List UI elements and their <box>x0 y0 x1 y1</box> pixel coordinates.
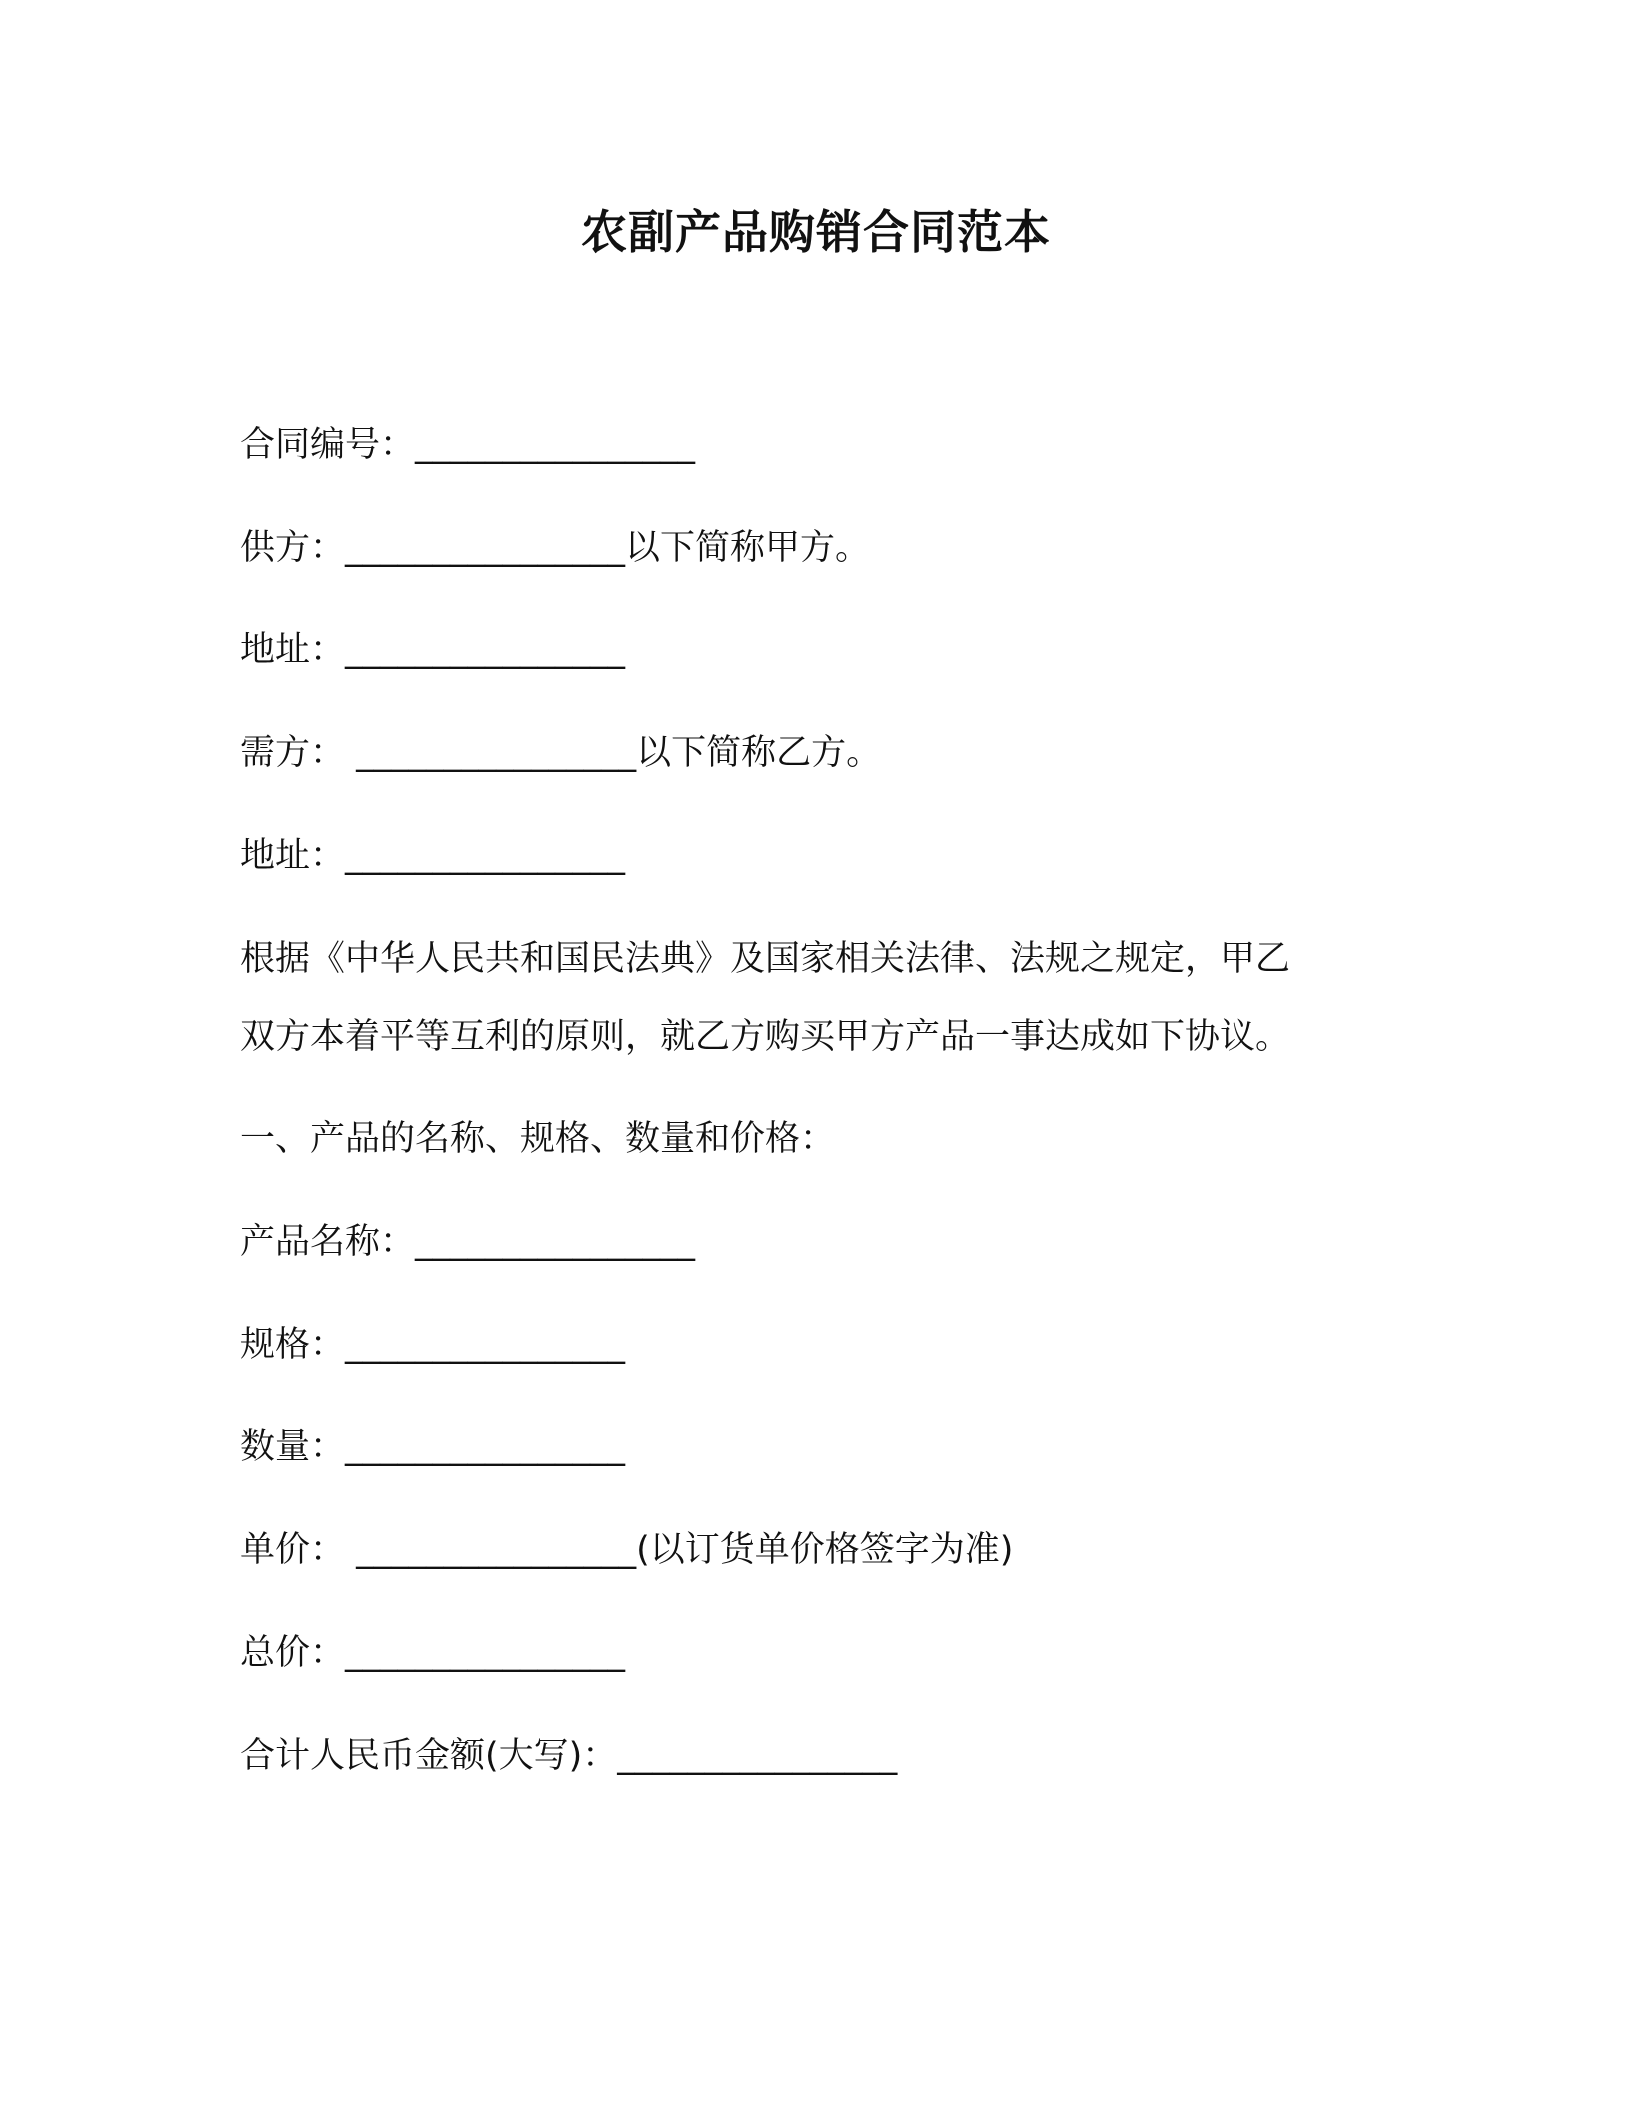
total-price-field: 总价：________________ <box>240 1633 626 1673</box>
preamble-paragraph <box>240 920 1370 1076</box>
spec-field: 规格：________________ <box>240 1325 626 1365</box>
contract-number-field: 合同编号：________________ <box>240 425 696 465</box>
document-title: 农副产品购销合同范本 <box>581 205 1051 259</box>
product-name-field: 产品名称：________________ <box>240 1222 696 1262</box>
supplier-address-field: 地址：________________ <box>240 630 626 670</box>
section-1-heading: 一、产品的名称、规格、数量和价格： <box>240 1119 836 1159</box>
unit-price-field: 单价： ________________(以订货单价格签字为准) <box>240 1530 1014 1570</box>
total-rmb-field: 合计人民币金额(大写)：________________ <box>240 1736 898 1776</box>
supplier-field: 供方：________________以下简称甲方。 <box>240 528 871 568</box>
preamble-line-2: 双方本着平等互利的原则，就乙方购买甲方产品一事达成如下协议。 <box>240 1017 1291 1057</box>
quantity-field: 数量：________________ <box>240 1427 626 1467</box>
buyer-field: 需方： ________________以下简称乙方。 <box>240 733 882 773</box>
preamble-line-1: 根据《中华人民共和国民法典》及国家相关法律、法规之规定，甲乙 <box>240 939 1291 979</box>
buyer-address-field: 地址：________________ <box>240 836 626 876</box>
